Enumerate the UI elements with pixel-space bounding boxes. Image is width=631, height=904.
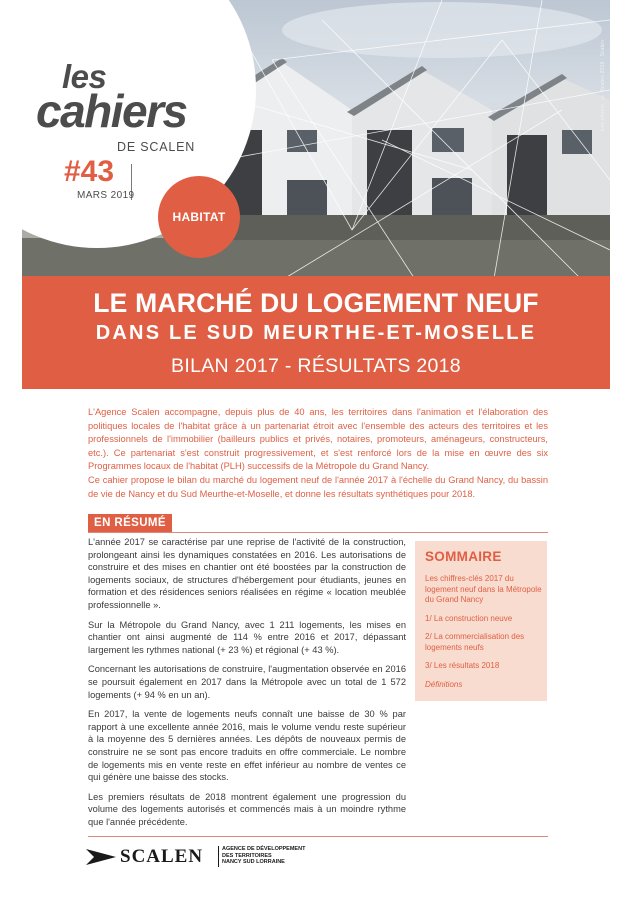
resume-paragraph: Sur la Métropole du Grand Nancy, avec 1 211 logements, les mises en chantier ont ainsi augmenté de 114 % entre 2016 et 2017, dépassant largement les rythmes national (+ 23 %) et régional (+ 43 %). xyxy=(88,619,406,655)
scalen-tagline xyxy=(222,846,312,866)
title-line-2: DANS LE SUD MEURTHE-ET-MOSELLE xyxy=(95,322,537,344)
scalen-tagline-line: AGENCE DE DÉVELOPPEMENT xyxy=(222,846,306,852)
resume-paragraph: En 2017, la vente de logements neufs connaît une baisse de 30 % par rapport à une excellente année 2016, mais le volume vendu reste supérieur à la moyenne des 5 dernières années. Les dépôts de nouveaux permis de construire ne se sont pas encore traduits en offre commerciale. Le nombre de logements mis en vente reste en effet inférieur au nombre de ventes ce qui génère une baisse des stocks. xyxy=(88,709,406,783)
scalen-arrow-icon xyxy=(86,845,118,867)
logo-les-text: les xyxy=(62,58,107,95)
logo-cahiers-text: cahiers xyxy=(36,85,187,137)
intro-paragraph-1: L'Agence Scalen accompagne, depuis plus de 40 ans, les territoires dans l'animation et l'élaboration des politiques locales de l'habitat grâce à un partenariat étroit avec l'ensemble des acteurs des territoires et les professionnels de l'immobilier (bailleurs publics et privés, notaires, promoteurs, aménageurs, constructeurs, etc.). Ce partenariat s'est construit progressivement, et s'est renforcé lors de la mise en œuvre des six Programmes locaux de l'habitat (PLH) successifs de la Métropole du Grand Nancy. xyxy=(88,407,548,472)
issue-number: #43 xyxy=(64,155,115,188)
intro-text xyxy=(88,406,548,501)
sommaire-item-resultats-2018[interactable]: 3/ Les résultats 2018 xyxy=(425,661,500,670)
sommaire-box xyxy=(415,541,547,701)
scalen-divider xyxy=(218,846,219,867)
sommaire-item-chiffres-cles[interactable]: Les chiffres-clés 2017 du logement neuf dans la Métropole du Grand Nancy xyxy=(425,574,542,604)
intro-paragraph-2: Ce cahier propose le bilan du marché du logement neuf de l'année 2017 à l'échelle du Grand Nancy, du bassin de vie de Nancy et du Sud Meurthe-et-Moselle, et donne les résultats synthétiques pour 2018. xyxy=(88,474,548,499)
footer-divider xyxy=(88,836,548,837)
resume-body xyxy=(88,536,406,835)
title-line-3: BILAN 2017 - RÉSULTATS 2018 xyxy=(171,355,461,377)
resume-paragraph: L'année 2017 se caractérise par une reprise de l'activité de la construction, prolongeant ainsi les dynamiques constatées en 2016. Les autorisations de construire et des mises en chantier ont été boostées par la construction de logements sociaux, de structures d'hébergement pour étudiants, jeunes en formation et des résidences seniors réalisées en régime « location meublée professionnelle ». xyxy=(88,537,406,610)
photo-credit: Les photos : © Scalen 2019 · Scalen xyxy=(600,40,606,131)
resume-paragraph: Les premiers résultats de 2018 montrent également une progression du volume des logements autorisés et commencés mais à un moindre rythme que l'année précédente. xyxy=(88,791,406,827)
sommaire-list xyxy=(425,574,543,698)
habitat-badge: HABITAT xyxy=(158,176,240,258)
title-line-1: LE MARCHÉ DU LOGEMENT NEUF xyxy=(93,288,539,318)
sommaire-item-commercialisation[interactable]: 2/ La commercialisation des logements neufs xyxy=(425,632,525,652)
sommaire-heading: SOMMAIRE xyxy=(425,549,502,564)
resume-heading: EN RÉSUMÉ xyxy=(88,514,172,532)
resume-paragraph: Concernant les autorisations de construire, l'augmentation observée en 2016 se poursuit également en 2017 dans la Métropole avec un total de 1 572 logements (+ 94 % en un an). xyxy=(88,664,406,700)
scalen-tagline-line: DES TERRITOIRES xyxy=(222,852,272,859)
sommaire-item-definitions[interactable]: Définitions xyxy=(425,679,463,689)
sommaire-item-construction[interactable]: 1/ La construction neuve xyxy=(425,613,513,623)
scalen-tagline-line: NANCY SUD LORRAINE xyxy=(222,859,285,865)
logo-de-scalen-text: DE SCALEN xyxy=(117,140,196,154)
title-band xyxy=(22,276,610,389)
issue-date: MARS 2019 xyxy=(77,190,135,201)
resume-divider xyxy=(88,532,548,533)
scalen-brand: SCALEN xyxy=(120,846,204,867)
